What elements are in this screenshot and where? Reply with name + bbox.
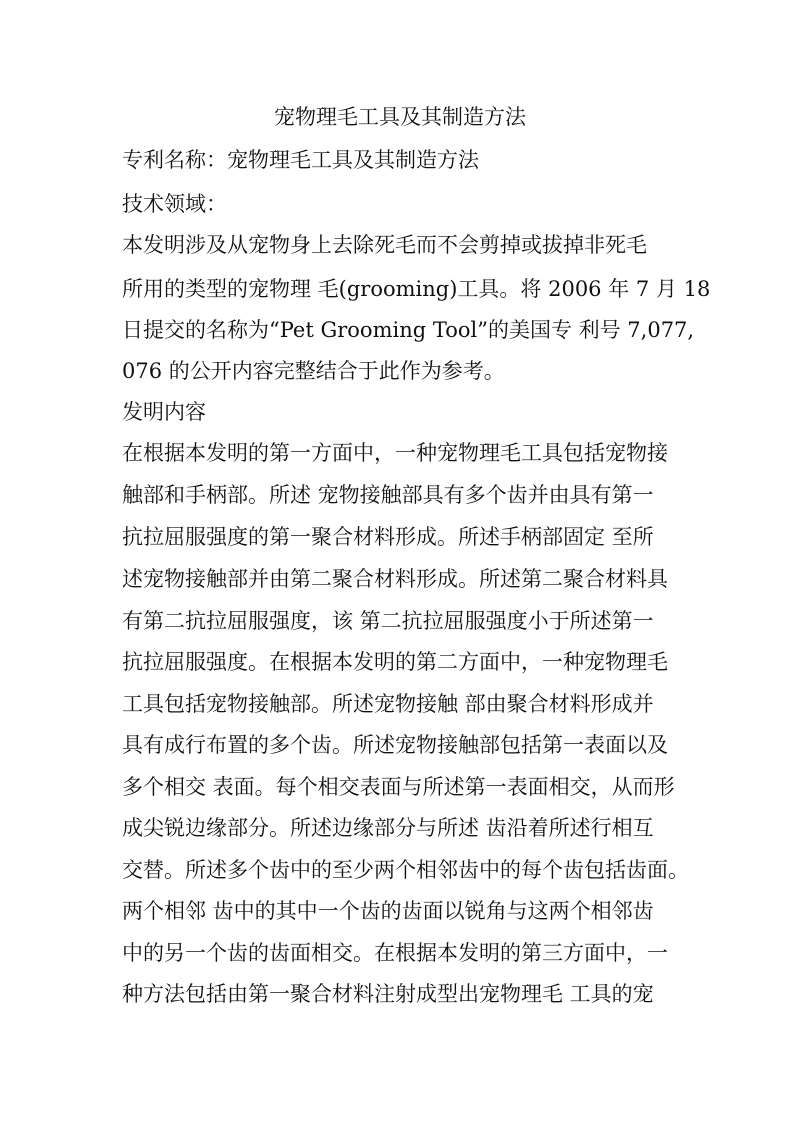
text-line: 日提交的名称为“Pet Grooming Tool”的美国专 利号 7,077, <box>122 318 695 342</box>
text-line: 成尖锐边缘部分。所述边缘部分与所述 齿沿着所述行相互 <box>122 816 654 840</box>
text-line: 技术领域： <box>122 192 227 216</box>
text-line: 有第二抗拉屈服强度，该 第二抗拉屈服强度小于所述第一 <box>122 609 654 633</box>
text-line: 抗拉屈服强度。在根据本发明的第二方面中，一种宠物理毛 <box>122 650 668 674</box>
text-line: 所用的类型的宠物理 毛(grooming)工具。将 2006 年 7 月 18 <box>122 277 711 301</box>
text-line: 专利名称：宠物理毛工具及其制造方法 <box>122 148 479 172</box>
text-line: 交替。所述多个齿中的至少两个相邻齿中的每个齿包括齿面。 <box>122 858 689 882</box>
text-line: 种方法包括由第一聚合材料注射成型出宠物理毛 工具的宠 <box>122 982 654 1006</box>
text-line: 述宠物接触部并由第二聚合材料形成。所述第二聚合材料具 <box>122 567 668 591</box>
document-title: 宠物理毛工具及其制造方法 <box>274 105 526 129</box>
text-line: 在根据本发明的第一方面中，一种宠物理毛工具包括宠物接 <box>122 441 668 465</box>
text-line: 工具包括宠物接触部。所述宠物接触 部由聚合材料形成并 <box>122 692 654 716</box>
text-line: 076 的公开内容完整结合于此作为参考。 <box>122 359 505 383</box>
text-line: 两个相邻 齿中的其中一个齿的齿面以锐角与这两个相邻齿 <box>122 899 654 923</box>
text-line: 多个相交 表面。每个相交表面与所述第一表面相交，从而形 <box>122 775 675 799</box>
text-line: 中的另一个齿的齿面相交。在根据本发明的第三方面中，一 <box>122 941 668 965</box>
text-line: 触部和手柄部。所述 宠物接触部具有多个齿并由具有第一 <box>122 483 654 507</box>
text-line: 抗拉屈服强度的第一聚合材料形成。所述手柄部固定 至所 <box>122 525 654 549</box>
text-line: 发明内容 <box>122 400 206 424</box>
text-line: 具有成行布置的多个齿。所述宠物接触部包括第一表面以及 <box>122 733 668 757</box>
text-line: 本发明涉及从宠物身上去除死毛而不会剪掉或拔掉非死毛 <box>122 233 647 257</box>
